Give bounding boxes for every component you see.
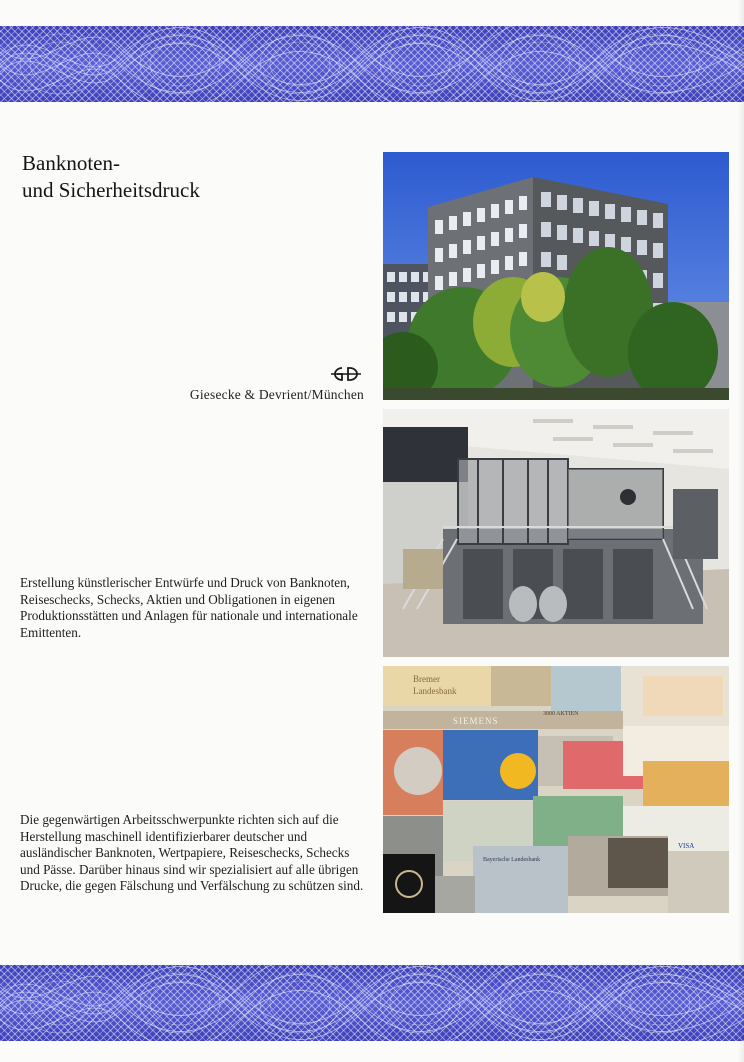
guilloche-border-bottom xyxy=(0,965,744,1041)
paragraph-focus: Die gegenwärtigen Arbeitsschwerpunkte richten sich auf die Herstellung maschinell identifizierbarer deutscher und ausländischer Banknoten, Wertpapiere, Reiseschecks, Schecks und Pässe. Darüber hinaus sind wir spezialisiert auf alle übrigen Drucke, die gegen Fälschung und Verfälschung zu schützen sind. xyxy=(20,812,364,894)
title-line-1: Banknoten- xyxy=(22,151,120,175)
title-line-2: und Sicherheitsdruck xyxy=(22,178,200,202)
paragraph-intro: Erstellung künstlerischer Entwürfe und Druck von Banknoten, Reiseschecks, Schecks, Aktien und Obligationen in eigenen Produktionsstätten und Anlagen für nationale und internationale Emittenten. xyxy=(20,575,358,640)
banknote-collage-photo xyxy=(383,666,729,913)
collage-label-bremer: Bremer xyxy=(413,674,440,684)
collage-label-visa: VISA xyxy=(678,842,695,850)
printing-press-photo xyxy=(383,409,729,657)
guilloche-border-top xyxy=(0,26,744,102)
page-title xyxy=(22,150,200,204)
page-edge-shadow xyxy=(738,0,744,1062)
gd-monogram-icon xyxy=(328,365,364,383)
office-building-photo xyxy=(383,152,729,400)
collage-label-bayerische: Bayerische Landesbank xyxy=(483,857,541,863)
collage-label-landesbank: Landesbank xyxy=(413,686,457,696)
collage-label-siemens: SIEMENS xyxy=(453,716,499,726)
collage-label-aktien: 3000 AKTIEN xyxy=(543,711,579,717)
company-name: Giesecke & Devrient/München xyxy=(189,387,364,402)
